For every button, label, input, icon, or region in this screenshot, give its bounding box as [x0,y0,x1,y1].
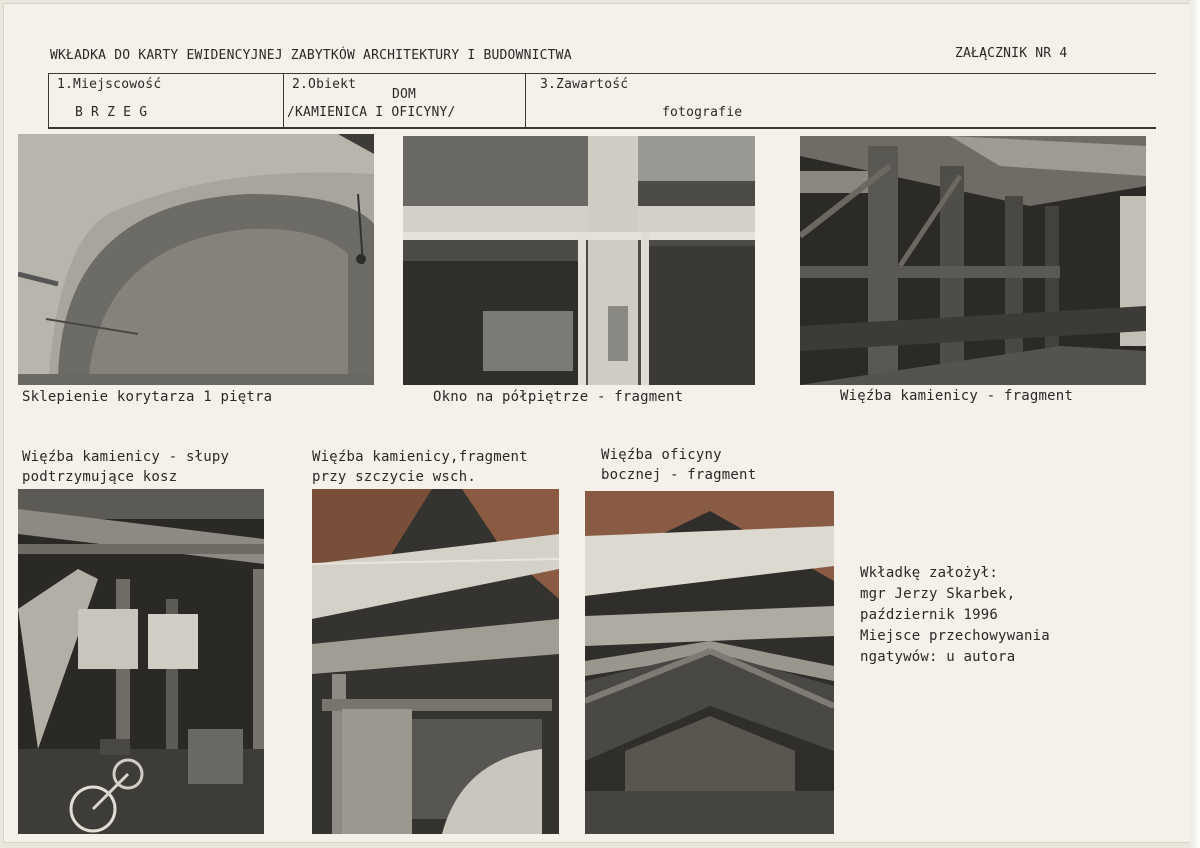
photo-corridor-vault [18,134,374,385]
field-divider-2 [525,73,526,128]
caption-photo-5-line2: przy szczycie wsch. [312,469,476,485]
note-line-1: Wkładkę założył: [860,565,999,581]
note-line-2: mgr Jerzy Skarbek, [860,586,1016,602]
caption-photo-1: Sklepienie korytarza 1 piętra [22,389,273,405]
caption-photo-3: Więźba kamienicy - fragment [840,388,1073,404]
caption-photo-2: Okno na półpiętrze - fragment [433,389,684,405]
photo-truss-east-gable [312,489,559,834]
caption-photo-4-line2: podtrzymujące kosz [22,469,178,485]
place-value: B R Z E G [75,105,148,120]
object-value-line2: /KAMIENICA I OFICYNY/ [287,105,456,120]
caption-photo-4-line1: Więźba kamienicy - słupy [22,449,230,465]
note-line-4: Miejsce przechowywania [860,628,1050,644]
annex-label: ZAŁĄCZNIK NR 4 [955,46,1068,61]
caption-photo-5-line1: Więźba kamienicy,fragment [312,449,528,465]
caption-photo-5 [312,447,528,487]
header-title: WKŁADKA DO KARTY EWIDENCYJNEJ ZABYTKÓW ARCHITEKTURY I BUDOWNICTWA [50,48,572,63]
header-rule-bottom [48,127,1156,129]
photo-support-posts [18,489,264,834]
field-divider-1 [283,73,284,128]
photo-side-wing-truss [585,491,834,834]
field-divider-left [48,73,49,128]
object-label: 2.Obiekt [292,77,357,92]
place-label: 1.Miejscowość [57,77,162,92]
content-label: 3.Zawartość [540,77,629,92]
content-value: fotografie [662,105,743,120]
caption-photo-6-line1: Więźba oficyny [601,447,722,463]
caption-photo-6 [601,445,756,485]
caption-photo-6-line2: bocznej - fragment [601,467,757,483]
note-line-3: październik 1996 [860,607,999,623]
object-value-line1: DOM [392,87,417,102]
caption-photo-4 [22,447,229,487]
note-line-5: ngatywów: u autora [860,649,1016,665]
photo-roof-truss [800,136,1146,385]
photo-window [403,136,755,385]
header-rule-top [48,73,1156,74]
author-note [860,563,1050,668]
card-edge [1190,0,1200,848]
